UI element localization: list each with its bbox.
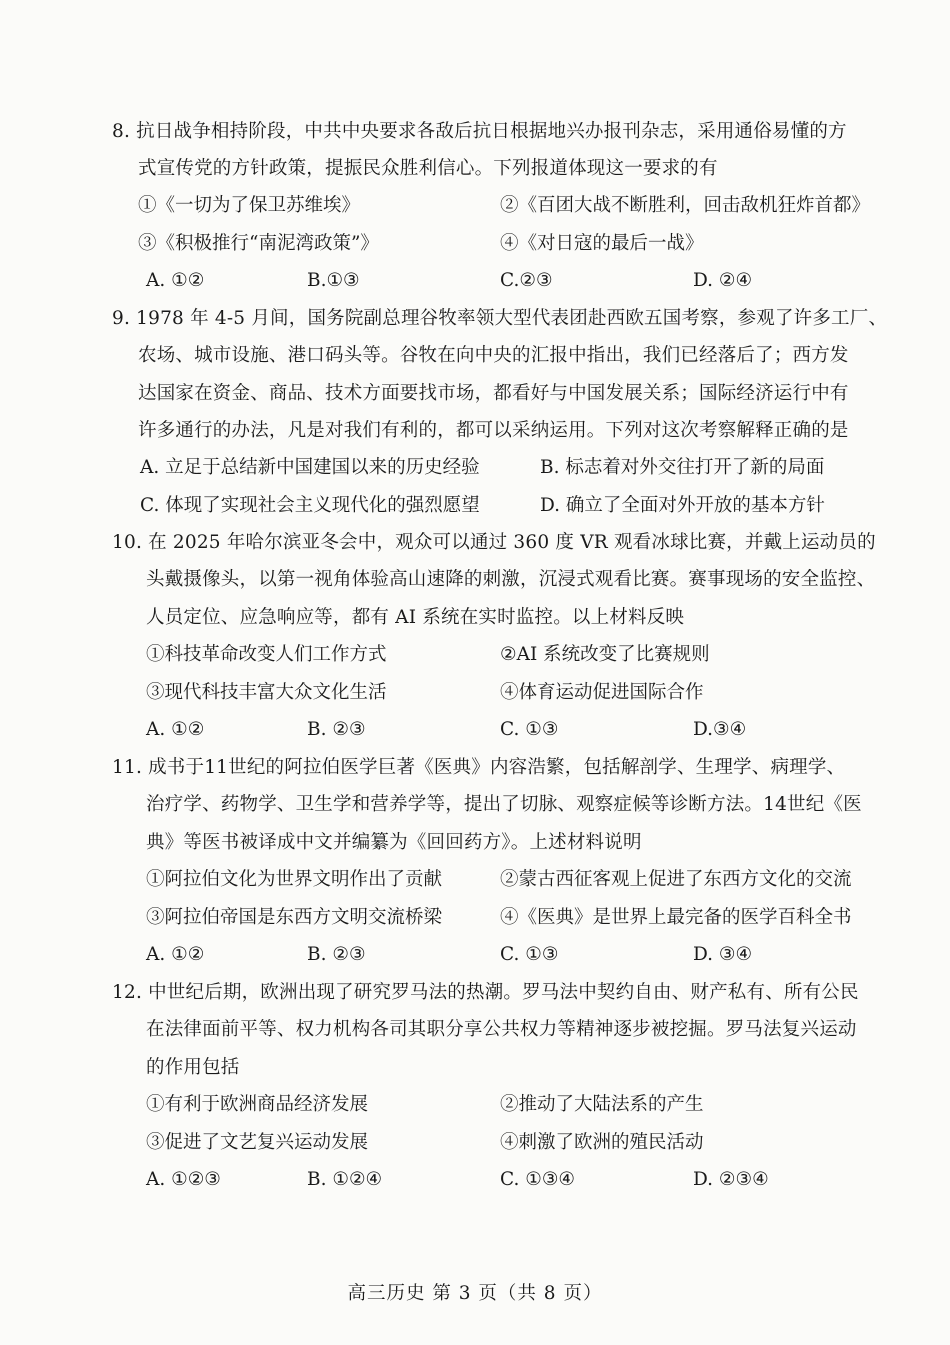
question-stem-line: 11. 成书于11世纪的阿拉伯医学巨著《医典》内容浩繁，包括解剖学、生理学、病理学、 (112, 757, 846, 778)
statement-item: ①有利于欧洲商品经济发展 (146, 1094, 369, 1115)
question-stem-line: 达国家在资金、商品、技术方面要找市场，都看好与中国发展关系；国际经济运行中有 (138, 383, 849, 404)
answer-choice: A. ①②③ (146, 1169, 221, 1190)
question-stem-line: 农场、城市设施、港口码头等。谷牧在向中央的汇报中指出，我们已经落后了；西方发 (138, 345, 849, 366)
statement-item: ④体育运动促进国际合作 (500, 682, 704, 703)
answer-choice: A. ①② (146, 944, 205, 965)
question-stem-line: 8. 抗日战争相持阶段，中共中央要求各敌后抗日根据地兴办报刊杂志，采用通俗易懂的方 (112, 121, 847, 142)
question-stem-line: 式宣传党的方针政策，提振民众胜利信心。下列报道体现这一要求的有 (138, 158, 718, 179)
statement-item: ②《百团大战不断胜利，回击敌机狂炸首都》 (500, 195, 871, 216)
answer-choice: B. 标志着对外交往打开了新的局面 (540, 457, 825, 478)
answer-choice: B. ①②④ (307, 1169, 383, 1190)
statement-item: ①《一切为了保卫苏维埃》 (138, 195, 361, 216)
question-stem-line: 10. 在 2025 年哈尔滨亚冬会中，观众可以通过 360 度 VR 观看冰球比赛，并戴上运动员的 (112, 532, 876, 553)
statement-item: ①科技革命改变人们工作方式 (146, 644, 387, 665)
answer-choice: B. ②③ (307, 719, 366, 740)
answer-choice: D. ③④ (693, 944, 753, 965)
question-stem-line: 在法律面前平等、权力机构各司其职分享公共权力等精神逐步被挖掘。罗马法复兴运动 (146, 1019, 857, 1040)
question-stem-line: 12. 中世纪后期，欧洲出现了研究罗马法的热潮。罗马法中契约自由、财产私有、所有公民 (112, 982, 859, 1003)
statement-item: ③阿拉伯帝国是东西方文明交流桥梁 (146, 907, 443, 928)
statement-item: ③促进了文艺复兴运动发展 (146, 1132, 369, 1153)
answer-choice: D.③④ (693, 719, 747, 740)
question-stem-line: 治疗学、药物学、卫生学和营养学等，提出了切脉、观察症候等诊断方法。14世纪《医 (146, 794, 862, 815)
answer-choice: A. ①② (146, 719, 205, 740)
answer-choice: C. ①③ (500, 719, 559, 740)
question-stem-line: 的作用包括 (146, 1057, 240, 1078)
statement-item: ②蒙古西征客观上促进了东西方文化的交流 (500, 869, 852, 890)
question-stem-line: 头戴摄像头，以第一视角体验高山速降的刺激，沉浸式观看比赛。赛事现场的安全监控、 (146, 569, 876, 590)
answer-choice: D. ②④ (693, 270, 753, 291)
statement-item: ③《积极推行“南泥湾政策”》 (138, 233, 379, 254)
answer-choice: C. ①③ (500, 944, 559, 965)
question-stem-line: 9. 1978 年 4-5 月间，国务院副总理谷牧率领大型代表团赴西欧五国考察，参观了许多工厂、 (112, 308, 888, 329)
statement-item: ④《医典》是世界上最完备的医学百科全书 (500, 907, 852, 928)
answer-choice: D. 确立了全面对外开放的基本方针 (540, 495, 825, 516)
statement-item: ④《对日寇的最后一战》 (500, 233, 704, 254)
statement-item: ④刺激了欧洲的殖民活动 (500, 1132, 704, 1153)
question-stem-line: 人员定位、应急响应等，都有 AI 系统在实时监控。以上材料反映 (146, 607, 685, 628)
question-stem-line: 许多通行的办法，凡是对我们有利的，都可以采纳运用。下列对这次考察解释正确的是 (138, 420, 849, 441)
statement-item: ③现代科技丰富大众文化生活 (146, 682, 387, 703)
question-stem-line: 典》等医书被译成中文并编纂为《回回药方》。上述材料说明 (146, 832, 642, 853)
statement-item: ①阿拉伯文化为世界文明作出了贡献 (146, 869, 443, 890)
statement-item: ②AI 系统改变了比赛规则 (500, 644, 710, 665)
answer-choice: C. ①③④ (500, 1169, 576, 1190)
statement-item: ②推动了大陆法系的产生 (500, 1094, 704, 1115)
answer-choice: D. ②③④ (693, 1169, 769, 1190)
answer-choice: C.②③ (500, 270, 553, 291)
answer-choice: A. ①② (146, 270, 205, 291)
answer-choice: B. ②③ (307, 944, 366, 965)
answer-choice: C. 体现了实现社会主义现代化的强烈愿望 (140, 495, 480, 516)
answer-choice: B.①③ (307, 270, 360, 291)
answer-choice: A. 立足于总结新中国建国以来的历史经验 (140, 457, 480, 478)
page-footer: 高三历史 第 3 页（共 8 页） (347, 1283, 603, 1304)
